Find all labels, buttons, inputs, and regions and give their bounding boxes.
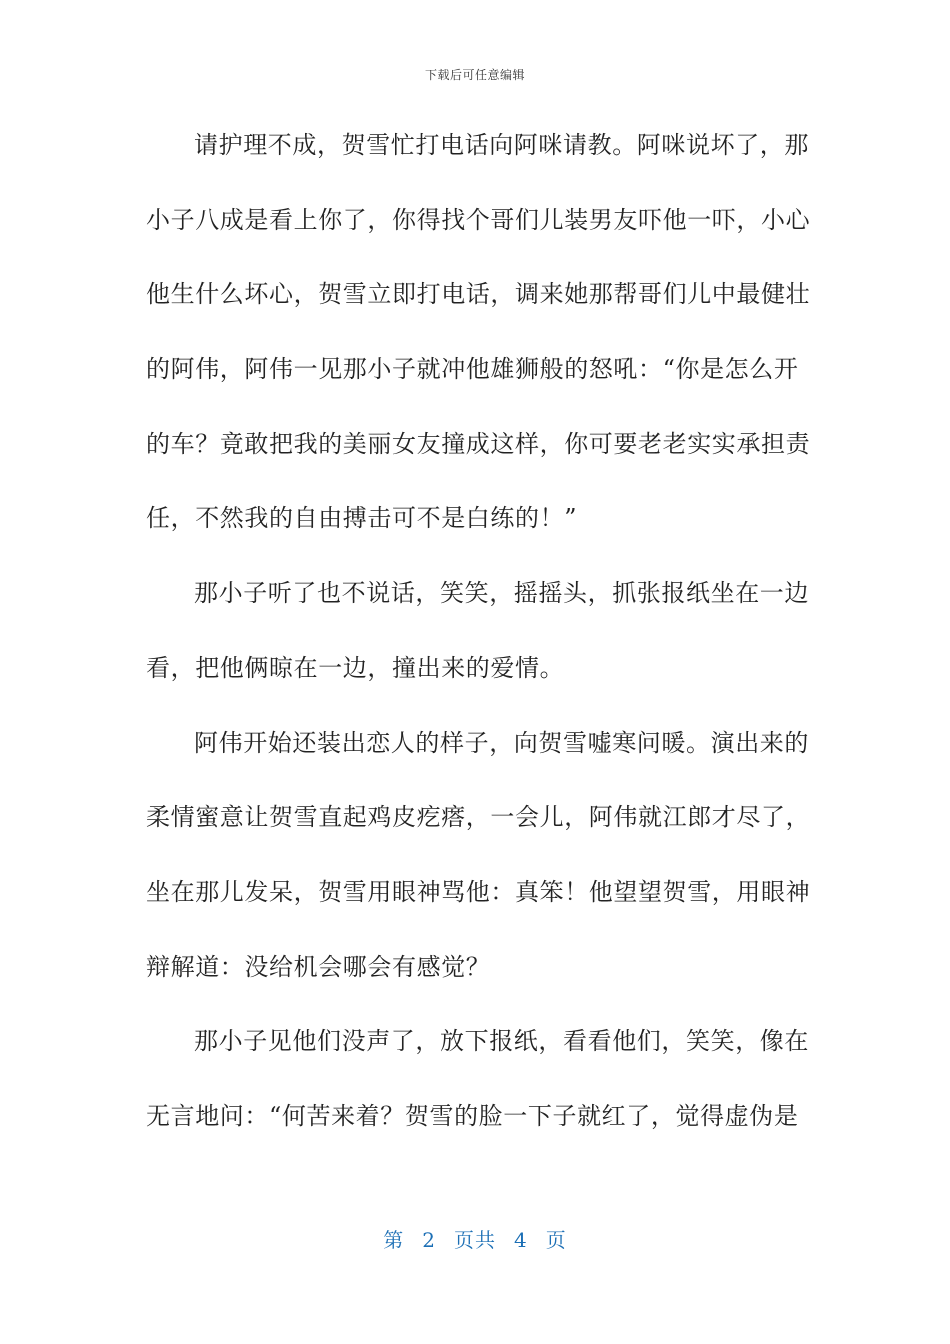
page-current: 2 [422,1228,436,1252]
page-middle: 页共 [454,1228,496,1252]
page-suffix: 页 [545,1228,567,1252]
paragraph-line: 他生什么坏心，贺雪立即打电话，调来她那帮哥们儿中最健壮 [146,280,811,309]
paragraph-line: 那小子见他们没声了，放下报纸，看看他们，笑笑，像在 [194,1027,809,1056]
paragraph-line: 请护理不成，贺雪忙打电话向阿咪请教。阿咪说坏了，那 [194,131,809,159]
page-total: 4 [514,1228,528,1252]
paragraph-line: 的阿伟，阿伟一见那小子就冲他雄狮般的怒吼：“你是怎么开 [146,355,799,384]
page-header-note: 下载后可任意编辑 [424,68,525,82]
page-prefix: 第 [383,1228,405,1252]
paragraph-line: 无言地问：“何苦来着？贺雪的脸一下子就红了，觉得虚伪是 [146,1101,799,1130]
paragraph-line: 柔情蜜意让贺雪直起鸡皮疙瘩，一会儿，阿伟就江郎才尽了， [146,803,811,832]
page-number-footer [0,1224,950,1253]
paragraph-line: 辩解道：没给机会哪会有感觉？ [146,952,491,981]
paragraph-line: 的车？竟敢把我的美丽女友撞成这样，你可要老老实实承担责 [146,429,811,458]
paragraph-line: 小子八成是看上你了，你得找个哥们儿装男友吓他一吓，小心 [146,205,811,234]
paragraph-line: 任，不然我的自由搏击可不是白练的！” [146,504,578,533]
document-body [146,120,811,1166]
paragraph-line: 阿伟开始还装出恋人的样子，向贺雪嘘寒问暖。演出来的 [194,728,809,757]
paragraph-line: 坐在那儿发呆，贺雪用眼神骂他：真笨！他望望贺雪，用眼神 [146,877,811,906]
paragraph-line: 看，把他俩晾在一边，撞出来的爱情。 [146,653,565,682]
paragraph-line: 那小子听了也不说话，笑笑，摇摇头，抓张报纸坐在一边 [194,579,809,608]
